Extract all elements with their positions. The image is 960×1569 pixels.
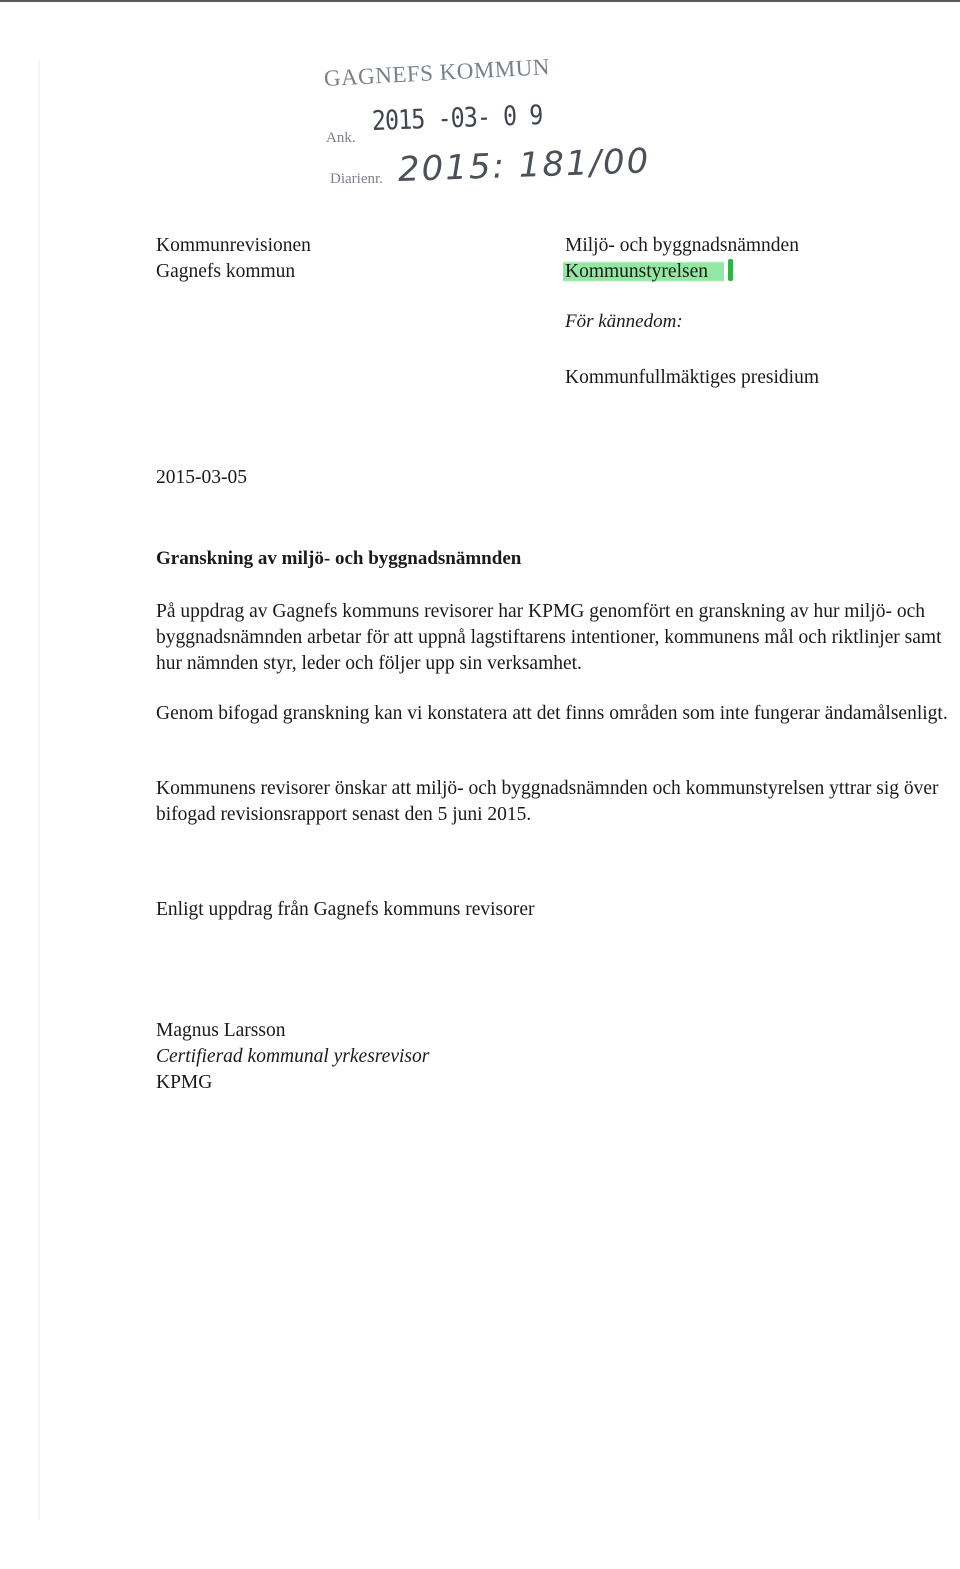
- sender-line-2: Gagnefs kommun: [156, 261, 296, 282]
- page-top-edge: [0, 0, 960, 2]
- document-date: 2015-03-05: [156, 467, 247, 488]
- info-label: För kännedom:: [565, 311, 683, 332]
- document-heading: Granskning av miljö- och byggnadsnämnden: [156, 548, 522, 569]
- stamp-diarie-number: 2015: 181/00: [397, 141, 651, 190]
- scan-shadow: [38, 60, 40, 1520]
- stamp-ank-date: 2015 -03- 0 9: [371, 100, 543, 137]
- paragraph-1: På uppdrag av Gagnefs kommuns revisorer har KPMG genomfört en granskning av hur miljö- och byggnadsnämnden arbetar för att uppnå lagstiftarens intentioner, kommunens mål och riktlinjer samt hur nämnden styr, leder och följer upp sin verksamhet.: [156, 601, 942, 674]
- info-recipient: Kommunfullmäktiges presidium: [565, 367, 820, 388]
- signature-title: Certifierad kommunal yrkesrevisor: [156, 1046, 430, 1067]
- stamp-title: GAGNEFS KOMMUN: [323, 54, 551, 91]
- paragraph-3: Kommunens revisorer önskar att miljö- och byggnadsnämnden och kommunstyrelsen yttrar sig över bifogad revisionsrapport senast den 5 juni 2015.: [156, 778, 939, 825]
- signature-organization: KPMG: [156, 1072, 213, 1093]
- stamp-diarie-label: Diarienr.: [330, 171, 383, 187]
- paragraph-2: Genom bifogad granskning kan vi konstatera att det finns områden som inte fungerar ändamålsenligt.: [156, 703, 948, 724]
- recipient-block: [565, 233, 799, 285]
- highlighter-mark: [728, 259, 733, 281]
- recipient-line-1: Miljö- och byggnadsnämnden: [565, 235, 799, 256]
- highlighted-recipient: Kommunstyrelsen: [563, 261, 724, 282]
- sender-block: [156, 233, 311, 285]
- stamp-ank-label: Ank.: [326, 130, 356, 146]
- sender-line-1: Kommunrevisionen: [156, 235, 311, 256]
- recipient-line-2-wrap: [565, 259, 799, 285]
- received-stamp: [322, 54, 651, 208]
- closing-line: Enligt uppdrag från Gagnefs kommuns revisorer: [156, 899, 535, 920]
- signature-name: Magnus Larsson: [156, 1020, 286, 1041]
